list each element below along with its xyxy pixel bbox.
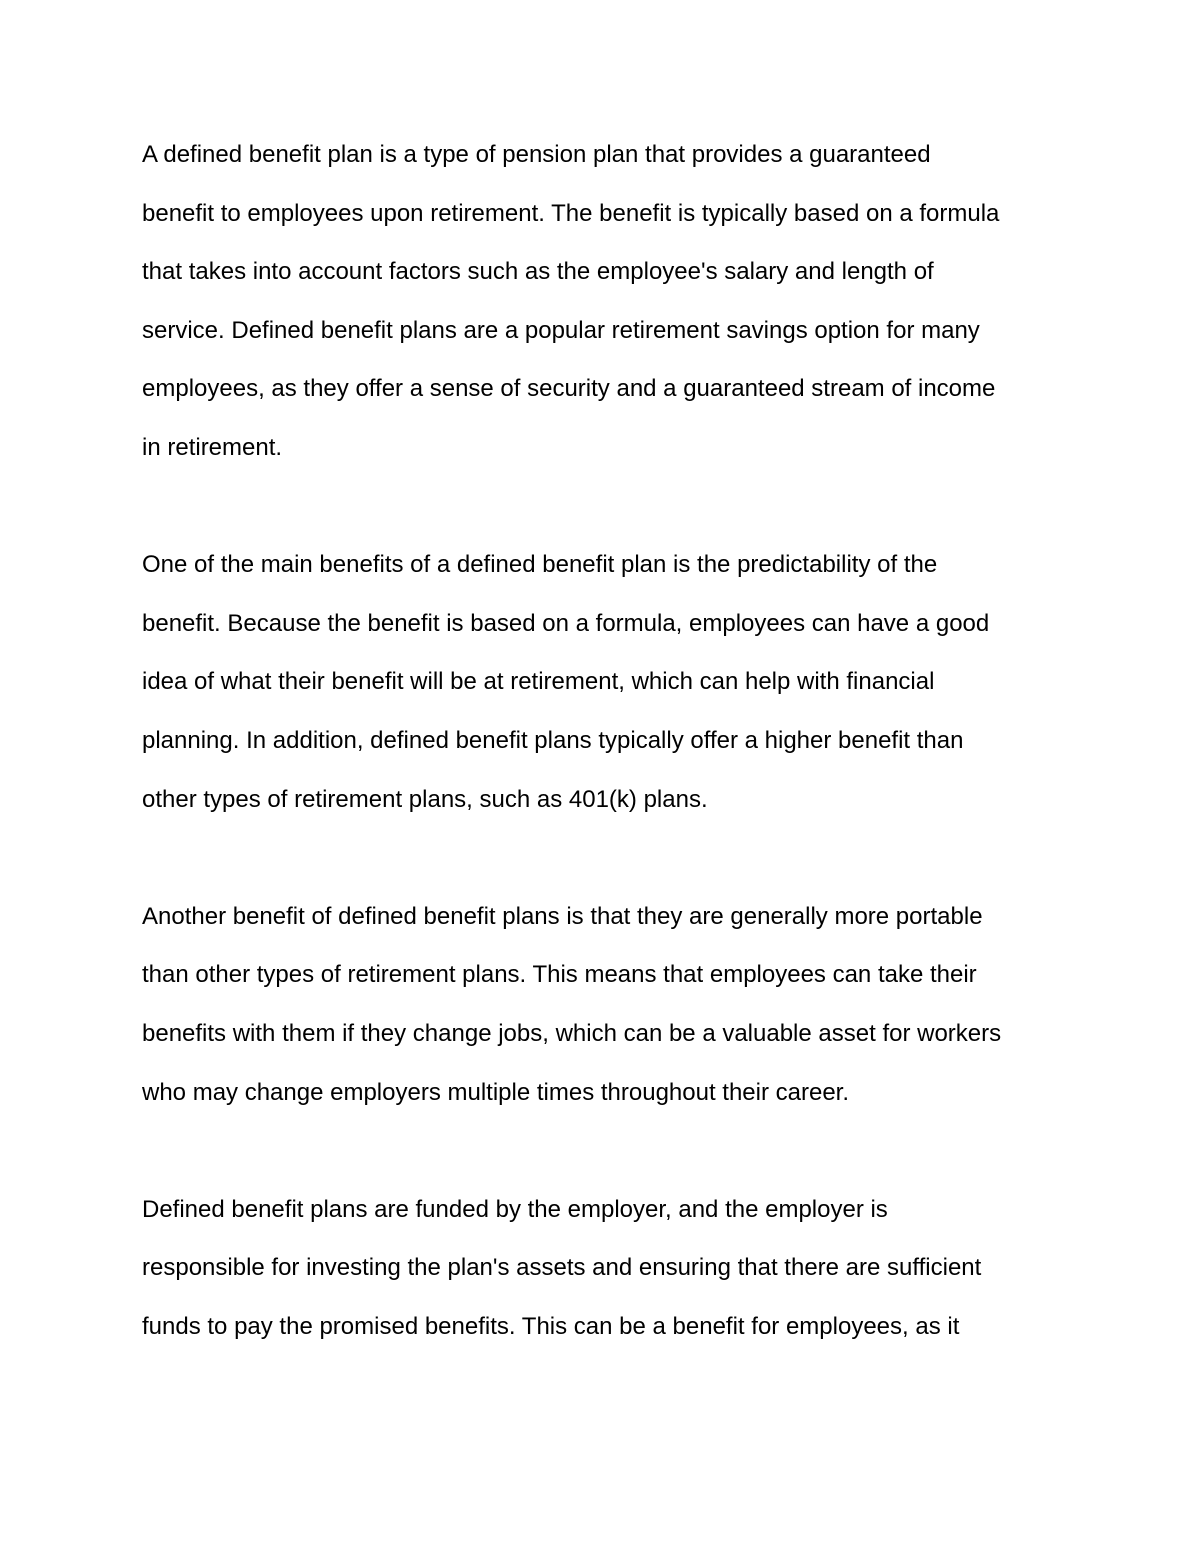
paragraph-3: [142, 888, 1082, 1122]
text-line: other types of retirement plans, such as 401(k) plans.: [142, 785, 708, 813]
text-line: employees, as they offer a sense of security and a guaranteed stream of income: [142, 375, 996, 403]
text-line: idea of what their benefit will be at retirement, which can help with financial: [142, 668, 935, 696]
paragraph-spacer: [142, 829, 1082, 888]
text-line: A defined benefit plan is a type of pension plan that provides a guaranteed: [142, 141, 931, 168]
text-line: benefits with them if they change jobs, which can be a valuable asset for workers: [142, 1019, 1002, 1047]
text-line: benefit. Because the benefit is based on a formula, employees can have a good: [142, 609, 990, 637]
text-line: planning. In addition, defined benefit plans typically offer a higher benefit than: [142, 726, 964, 754]
text-line: funds to pay the promised benefits. This can be a benefit for employees, as it: [142, 1312, 960, 1340]
text-line: that takes into account factors such as the employee's salary and length of: [142, 258, 934, 286]
text-line: benefit to employees upon retirement. The benefit is typically based on a formula: [142, 199, 1000, 227]
paragraph-spacer: [142, 478, 1082, 537]
document-body: [142, 126, 1082, 1356]
text-line: Defined benefit plans are funded by the employer, and the employer is: [142, 1195, 888, 1223]
text-line: in retirement.: [142, 433, 283, 461]
paragraph-1: [142, 126, 1082, 478]
paragraph-spacer: [142, 1122, 1082, 1181]
text-line: Another benefit of defined benefit plans is that they are generally more portable: [142, 902, 983, 930]
text-line: One of the main benefits of a defined benefit plan is the predictability of the: [142, 551, 938, 579]
text-line: than other types of retirement plans. This means that employees can take their: [142, 961, 977, 989]
text-line: responsible for investing the plan's assets and ensuring that there are sufficient: [142, 1254, 982, 1282]
paragraph-4: [142, 1181, 1082, 1357]
text-line: service. Defined benefit plans are a popular retirement savings option for many: [142, 316, 980, 344]
paragraph-2: [142, 536, 1082, 829]
text-line: who may change employers multiple times throughout their career.: [142, 1078, 850, 1106]
